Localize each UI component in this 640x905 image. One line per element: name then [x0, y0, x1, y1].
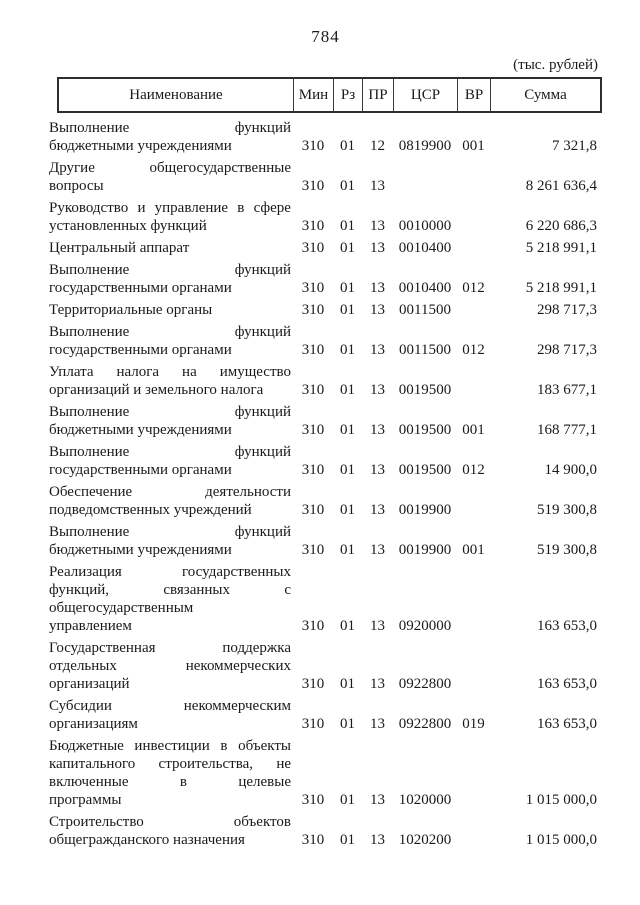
row-name-cell [49, 483, 293, 519]
row-name-cell [49, 199, 293, 235]
min-code-cell: 310 [301, 422, 325, 438]
row-name-line: Государственная поддержка [49, 640, 291, 656]
min-code-cell: 310 [301, 280, 325, 296]
row-name-line: бюджетными учреждениями [49, 542, 232, 558]
min-code-cell: 310 [301, 832, 325, 848]
table-row [49, 523, 602, 559]
min-code-cell: 310 [301, 792, 325, 808]
column-header-min: Мин [293, 79, 333, 111]
rz-code-cell: 01 [340, 218, 355, 234]
row-name-line: Субсидии некоммерческим [49, 698, 291, 714]
rz-code-cell: 01 [340, 422, 355, 438]
row-name-line: подведомственных учреждений [49, 502, 252, 518]
row-name-cell [49, 261, 293, 297]
table-row [49, 443, 602, 479]
csr-code-cell: 0010400 [398, 240, 452, 256]
sum-cell: 8 261 636,4 [525, 178, 597, 194]
vr-code-cell: 001 [462, 138, 485, 154]
sum-cell: 298 717,3 [537, 342, 597, 358]
table-row [49, 199, 602, 235]
pr-code-cell: 13 [370, 422, 385, 438]
row-name-line: организаций [49, 676, 130, 692]
rz-code-cell: 01 [340, 542, 355, 558]
rz-code-cell: 01 [340, 832, 355, 848]
min-code-cell: 310 [301, 382, 325, 398]
sum-cell: 5 218 991,1 [525, 280, 597, 296]
csr-code-cell: 0019500 [398, 462, 452, 478]
row-name-line: бюджетными учреждениями [49, 138, 232, 154]
sum-cell: 163 653,0 [537, 716, 597, 732]
pr-code-cell: 13 [370, 716, 385, 732]
csr-code-cell: 1020000 [398, 792, 452, 808]
csr-code-cell: 0019500 [398, 422, 452, 438]
pr-code-cell: 13 [370, 218, 385, 234]
row-name-line: Выполнение функций [49, 262, 291, 278]
row-name-cell [49, 323, 293, 359]
pr-code-cell: 13 [370, 832, 385, 848]
rz-code-cell: 01 [340, 178, 355, 194]
row-name-cell [49, 523, 293, 559]
row-name-line: включенные в целевые [49, 774, 291, 790]
rz-code-cell: 01 [340, 138, 355, 154]
sum-cell: 5 218 991,1 [525, 240, 597, 256]
pr-code-cell: 13 [370, 502, 385, 518]
row-name-cell [49, 363, 293, 399]
table-row [49, 261, 602, 297]
table-row [49, 639, 602, 693]
min-code-cell: 310 [301, 462, 325, 478]
row-name-cell [49, 563, 293, 635]
row-name-cell [49, 813, 293, 849]
csr-code-cell: 0922800 [398, 716, 452, 732]
pr-code-cell: 13 [370, 240, 385, 256]
row-name-line: Руководство и управление в сфере [49, 200, 291, 216]
sum-cell: 6 220 686,3 [525, 218, 597, 234]
table-row [49, 159, 602, 195]
vr-code-cell: 019 [462, 716, 485, 732]
table-row [49, 239, 602, 257]
csr-code-cell: 0819900 [398, 138, 452, 154]
table-row [49, 301, 602, 319]
row-name-cell [49, 697, 293, 733]
csr-code-cell: 0011500 [399, 342, 451, 358]
min-code-cell: 310 [301, 138, 325, 154]
row-name-cell [49, 159, 293, 195]
pr-code-cell: 13 [370, 462, 385, 478]
rz-code-cell: 01 [340, 676, 355, 692]
pr-code-cell: 13 [370, 542, 385, 558]
row-name-line: Бюджетные инвестиции в объекты [49, 738, 291, 754]
table-body [49, 119, 602, 849]
min-code-cell: 310 [301, 716, 325, 732]
column-header-name: Наименование [129, 86, 223, 103]
table-row [49, 403, 602, 439]
row-name-line: программы [49, 792, 122, 808]
sum-cell: 163 653,0 [537, 618, 597, 634]
sum-cell: 7 321,8 [552, 138, 597, 154]
min-code-cell: 310 [301, 342, 325, 358]
min-code-cell: 310 [301, 618, 325, 634]
table-row [49, 323, 602, 359]
row-name-line: Выполнение функций [49, 524, 291, 540]
row-name-line: организаций и земельного налога [49, 382, 264, 398]
row-name-line: вопросы [49, 178, 104, 194]
pr-code-cell: 13 [370, 618, 385, 634]
sum-cell: 168 777,1 [537, 422, 597, 438]
rz-code-cell: 01 [340, 792, 355, 808]
csr-code-cell: 0920000 [398, 618, 452, 634]
pr-code-cell: 13 [370, 792, 385, 808]
csr-code-cell: 0019500 [398, 382, 452, 398]
table-row [49, 697, 602, 733]
csr-code-cell: 0011500 [399, 302, 451, 318]
row-name-line: управлением [49, 618, 132, 634]
pr-code-cell: 13 [370, 178, 385, 194]
rz-code-cell: 01 [340, 342, 355, 358]
document-page [49, 27, 602, 853]
row-name-cell [49, 301, 293, 319]
rz-code-cell: 01 [340, 462, 355, 478]
sum-cell: 519 300,8 [537, 502, 597, 518]
rz-code-cell: 01 [340, 240, 355, 256]
min-code-cell: 310 [301, 240, 325, 256]
row-name-cell [49, 403, 293, 439]
row-name-line: Обеспечение деятельности [49, 484, 291, 500]
csr-code-cell: 0010000 [398, 218, 452, 234]
column-header-pr: ПР [362, 79, 393, 111]
row-name-line: Выполнение функций [49, 324, 291, 340]
sum-cell: 163 653,0 [537, 676, 597, 692]
row-name-line: государственными органами [49, 462, 232, 478]
row-name-cell [49, 639, 293, 693]
row-name-cell [49, 119, 293, 155]
row-name-line: Выполнение функций [49, 404, 291, 420]
min-code-cell: 310 [301, 178, 325, 194]
column-header-csr: ЦСР [393, 79, 457, 111]
table-row [49, 119, 602, 155]
rz-code-cell: 01 [340, 280, 355, 296]
rz-code-cell: 01 [340, 716, 355, 732]
row-name-line: Строительство объектов [49, 814, 291, 830]
vr-code-cell: 012 [462, 462, 485, 478]
pr-code-cell: 13 [370, 342, 385, 358]
row-name-line: бюджетными учреждениями [49, 422, 232, 438]
row-name-line: Территориальные органы [49, 302, 213, 318]
row-name-cell [49, 443, 293, 479]
row-name-line: функций, связанных с [49, 582, 291, 598]
row-name-line: установленных функций [49, 218, 207, 234]
pr-code-cell: 13 [370, 302, 385, 318]
row-name-line: Реализация государственных [49, 564, 291, 580]
row-name-line: Другие общегосударственные [49, 160, 291, 176]
sum-cell: 14 900,0 [544, 462, 597, 478]
csr-code-cell: 0010400 [398, 280, 452, 296]
rz-code-cell: 01 [340, 302, 355, 318]
rz-code-cell: 01 [340, 618, 355, 634]
row-name-line: общегосударственным [49, 600, 194, 616]
sum-cell: 1 015 000,0 [525, 832, 597, 848]
row-name-line: государственными органами [49, 342, 232, 358]
vr-code-cell: 001 [462, 542, 485, 558]
csr-code-cell: 0922800 [398, 676, 452, 692]
row-name-line: Выполнение функций [49, 120, 291, 136]
row-name-line: капитального строительства, не [49, 756, 291, 772]
vr-code-cell: 012 [462, 280, 485, 296]
min-code-cell: 310 [301, 218, 325, 234]
vr-code-cell: 001 [462, 422, 485, 438]
pr-code-cell: 13 [370, 382, 385, 398]
sum-cell: 298 717,3 [537, 302, 597, 318]
rz-code-cell: 01 [340, 382, 355, 398]
page-number: 784 [311, 27, 340, 46]
row-name-line: отдельных некоммерческих [49, 658, 291, 674]
row-name-cell [49, 737, 293, 809]
vr-code-cell: 012 [462, 342, 485, 358]
column-header-sum: Сумма [490, 79, 600, 111]
row-name-line: Выполнение функций [49, 444, 291, 460]
units-note: (тыс. рублей) [513, 57, 598, 73]
table-row [49, 813, 602, 849]
min-code-cell: 310 [301, 302, 325, 318]
row-name-cell [49, 239, 293, 257]
row-name-line: организациям [49, 716, 138, 732]
min-code-cell: 310 [301, 676, 325, 692]
column-header-vr: ВР [457, 79, 490, 111]
csr-code-cell: 0019900 [398, 502, 452, 518]
rz-code-cell: 01 [340, 502, 355, 518]
table-row [49, 737, 602, 809]
table-row [49, 563, 602, 635]
min-code-cell: 310 [301, 502, 325, 518]
row-name-line: Центральный аппарат [49, 240, 190, 256]
csr-code-cell: 0019900 [398, 542, 452, 558]
pr-code-cell: 13 [370, 676, 385, 692]
row-name-line: общегражданского назначения [49, 832, 245, 848]
sum-cell: 519 300,8 [537, 542, 597, 558]
row-name-line: Уплата налога на имущество [49, 364, 291, 380]
sum-cell: 183 677,1 [537, 382, 597, 398]
csr-code-cell: 1020200 [398, 832, 452, 848]
min-code-cell: 310 [301, 542, 325, 558]
table-row [49, 483, 602, 519]
sum-cell: 1 015 000,0 [525, 792, 597, 808]
pr-code-cell: 13 [370, 280, 385, 296]
table-header-row [57, 77, 602, 113]
table-row [49, 363, 602, 399]
column-header-rz: Рз [333, 79, 362, 111]
row-name-line: государственными органами [49, 280, 232, 296]
pr-code-cell: 12 [370, 138, 385, 154]
